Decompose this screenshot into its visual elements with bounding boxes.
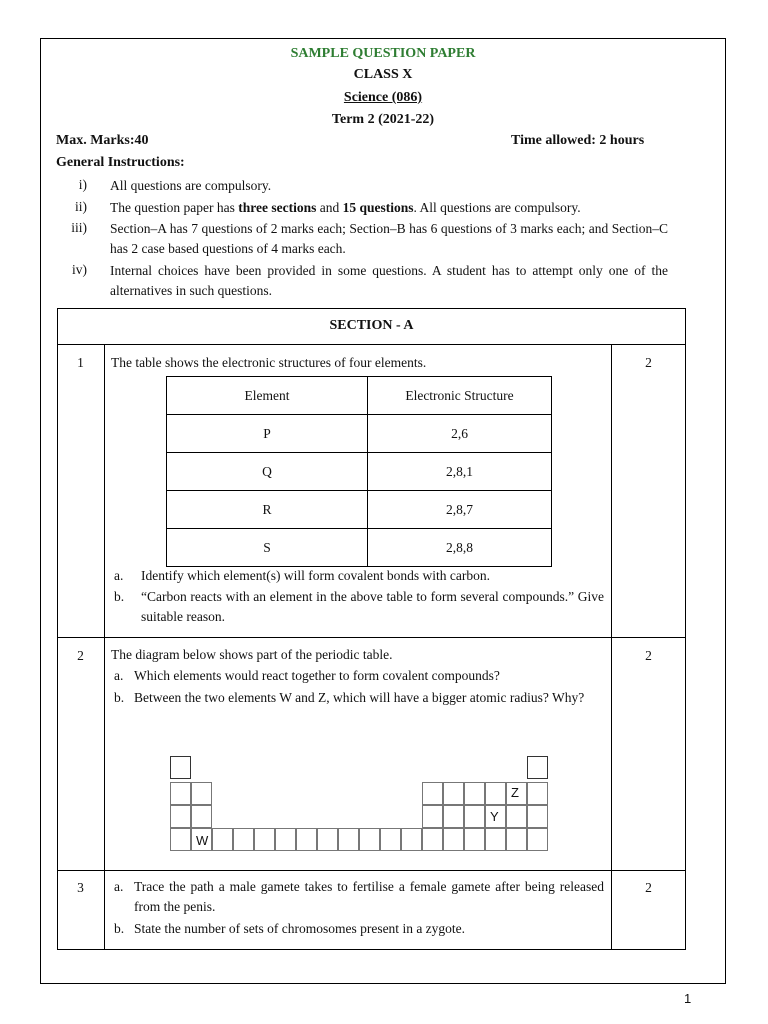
instruction-text [110,198,668,218]
table-header: Electronic Structure [368,377,552,415]
periodic-table-cell [527,805,548,828]
periodic-table-cell [338,828,359,851]
periodic-table-cell [296,828,317,851]
instruction-bold: three sections [238,200,317,215]
periodic-table-cell [464,782,485,805]
instruction-text: All questions are compulsory. [110,178,272,193]
subquestion-label: a. [114,668,124,683]
element-cell: S [167,529,368,567]
periodic-table-cell [527,782,548,805]
instruction-bold: 15 questions [342,200,414,215]
row-divider [57,870,686,871]
periodic-table-cell [527,828,548,851]
subquestion-text: Trace the path a male gamete takes to fertilise a female gamete after being released from the penis. [134,879,604,914]
instruction-number: ii) [75,199,87,214]
periodic-table-cell [254,828,275,851]
instruction-fragment: The question paper has [110,200,239,215]
periodic-table-cell [422,805,443,828]
periodic-table-cell [170,756,191,779]
question-marks: 2 [645,880,652,895]
subquestion-label: a. [114,879,124,894]
term-label: Term 2 (2021-22) [331,112,435,127]
table-row [167,453,552,491]
periodic-table-cell [464,828,485,851]
page-number: 1 [684,991,692,1006]
structure-cell: 2,8,7 [368,491,552,529]
class-label: CLASS X [353,67,413,82]
periodic-table-cell [443,805,464,828]
periodic-table-cell [170,782,191,805]
structure-cell: 2,6 [368,415,552,453]
instructions-heading: General Instructions: [56,155,185,170]
periodic-table-cell [506,828,527,851]
question-stem: The diagram below shows part of the periodic table. [111,647,393,662]
question-stem: The table shows the electronic structures of four elements. [111,355,427,370]
periodic-table-cell [212,828,233,851]
row-divider [57,637,686,638]
element-cell: Q [167,453,368,491]
paper-title: SAMPLE QUESTION PAPER [290,46,476,61]
table-header: Element [167,377,368,415]
time-allowed: Time allowed: 2 hours [511,133,645,148]
electronic-structure-table [166,376,552,567]
periodic-table-cell [464,805,485,828]
periodic-table-cell [485,782,506,805]
column-divider [104,344,105,950]
periodic-table-cell [443,782,464,805]
question-marks: 2 [645,355,652,370]
periodic-table-cell [422,828,443,851]
periodic-table-diagram [170,756,550,852]
subquestion-text: “Carbon reacts with an element in the above table to form several compounds.” Give suitable reason. [141,589,604,624]
structure-cell: 2,8,8 [368,529,552,567]
periodic-table-cell [401,828,422,851]
subquestion-text: State the number of sets of chromosomes present in a zygote. [134,921,466,936]
element-label-w: W [196,833,209,848]
subquestion-text: Which elements would react together to form covalent compounds? [134,668,500,683]
table-header-row [167,377,552,415]
element-cell: P [167,415,368,453]
instruction-text: Internal choices have been provided in some questions. A student has to attempt only one of the alternatives in such questions. [110,263,668,298]
subject-label: Science (086) [343,90,423,105]
question-number: 3 [77,880,84,895]
periodic-table-cell [317,828,338,851]
subquestion-text: Identify which element(s) will form covalent bonds with carbon. [141,568,491,583]
periodic-table-cell [380,828,401,851]
instruction-number: i) [78,177,87,192]
periodic-table-cell [191,805,212,828]
element-label-y: Y [490,809,499,824]
question-number: 2 [77,648,84,663]
table-row [167,529,552,567]
subquestion-text: Between the two elements W and Z, which will have a bigger atomic radius? Why? [134,690,585,705]
periodic-table-cell [443,828,464,851]
element-label-z: Z [511,785,519,800]
instruction-number: iv) [72,262,87,277]
question-number: 1 [77,355,84,370]
max-marks: Max. Marks:40 [56,133,149,148]
subquestion-label: b. [114,589,125,604]
table-row [167,415,552,453]
periodic-table-cell [191,782,212,805]
periodic-table-cell [485,828,506,851]
periodic-table-cell [275,828,296,851]
periodic-table-cell [359,828,380,851]
subquestion-label: a. [114,568,124,583]
periodic-table-cell [170,828,191,851]
question-marks: 2 [645,648,652,663]
subquestion-label: b. [114,690,125,705]
instruction-fragment: and [316,200,343,215]
element-cell: R [167,491,368,529]
column-divider [611,344,612,950]
instruction-fragment: . All questions are compulsory. [413,200,581,215]
instruction-number: iii) [71,220,87,235]
instruction-text: Section–A has 7 questions of 2 marks each; Section–B has 6 questions of 3 marks each; and Section–C has 2 case based questions of 4 marks each. [110,221,668,256]
subquestion-label: b. [114,921,125,936]
row-divider [57,344,686,345]
periodic-table-cell [527,756,548,779]
periodic-table-cell [233,828,254,851]
section-title: SECTION - A [329,318,414,333]
periodic-table-cell [170,805,191,828]
structure-cell: 2,8,1 [368,453,552,491]
periodic-table-cell [506,805,527,828]
table-row [167,491,552,529]
periodic-table-cell [422,782,443,805]
